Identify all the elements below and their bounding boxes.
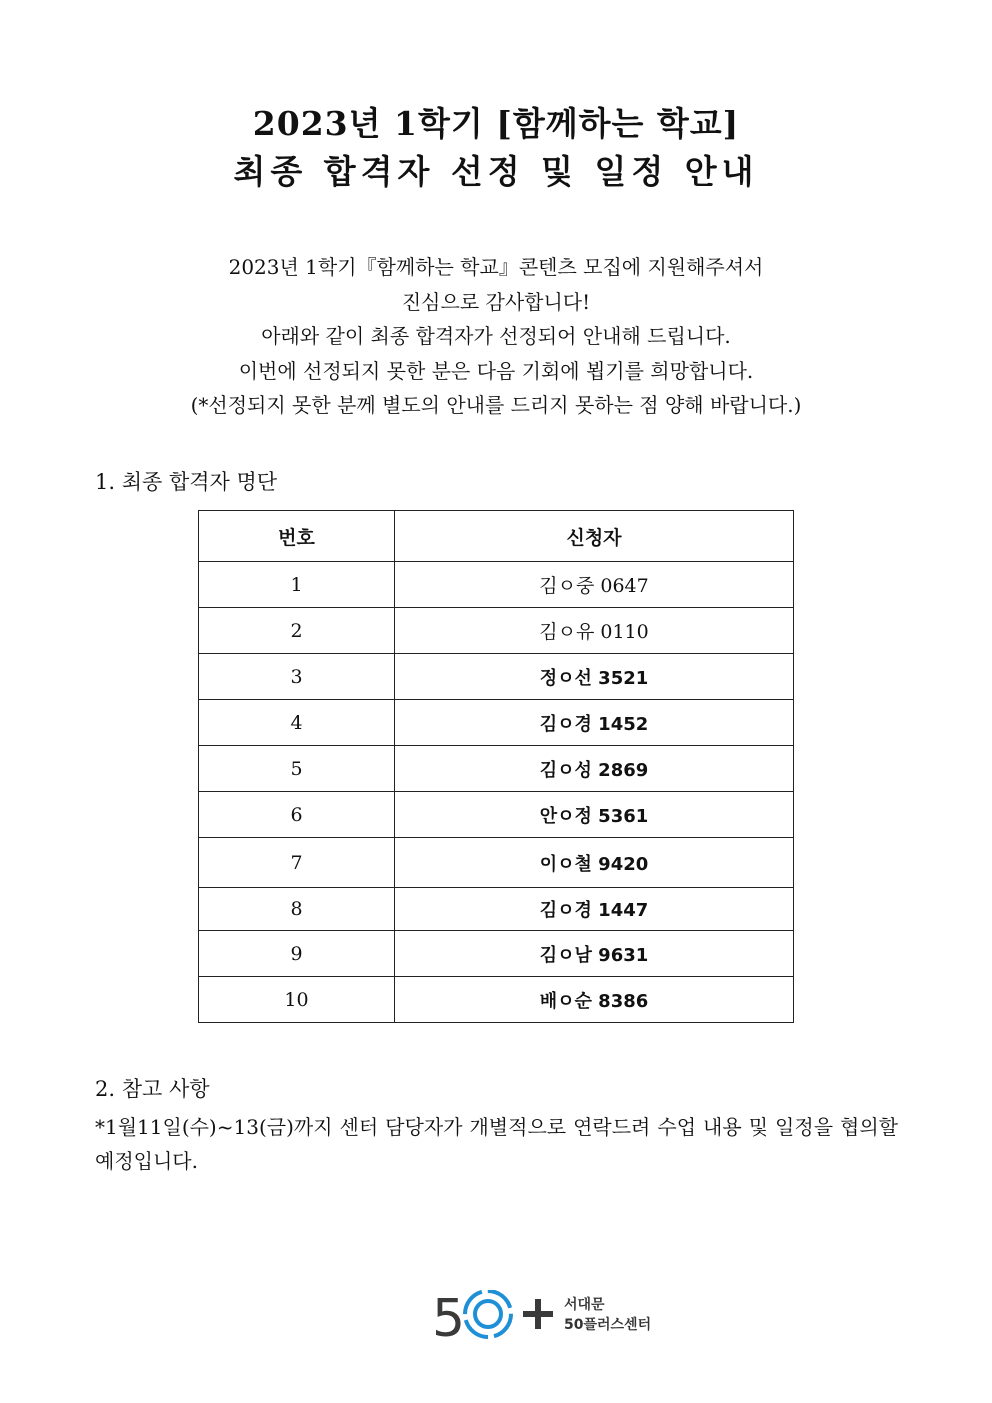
row-number: 6 xyxy=(199,792,395,838)
column-header-applicant: 신청자 xyxy=(395,511,794,562)
document-title-line2: 최종 합격자 선정 및 일정 안내 xyxy=(233,152,759,191)
outer-ring-shape xyxy=(465,1291,511,1337)
logo-text-line2: 50플러스센터 xyxy=(564,1317,652,1333)
section1-heading: 1. 최종 합격자 명단 xyxy=(95,470,278,494)
row-number: 3 xyxy=(199,654,395,700)
row-number: 1 xyxy=(199,562,395,608)
applicant-name: 안ㅇ정 5361 xyxy=(395,792,794,838)
table-row xyxy=(199,931,794,977)
plus-vertical-bar xyxy=(535,1299,541,1329)
applicant-name: 김ㅇ남 9631 xyxy=(395,931,794,977)
fifty-plus-logo-mark xyxy=(432,1290,560,1342)
intro-paragraph xyxy=(0,250,992,423)
table-header-row xyxy=(199,511,794,562)
center-logo xyxy=(432,1290,672,1342)
applicant-name: 배ㅇ순 8386 xyxy=(395,977,794,1023)
inner-ring-shape xyxy=(475,1301,501,1327)
applicant-table xyxy=(198,510,794,1023)
row-number: 10 xyxy=(199,977,395,1023)
logo-text-line1: 서대문 xyxy=(564,1297,605,1313)
table-row xyxy=(199,654,794,700)
table-row xyxy=(199,888,794,931)
row-number: 9 xyxy=(199,931,395,977)
table-row xyxy=(199,746,794,792)
applicant-name: 김ㅇ중 0647 xyxy=(395,562,794,608)
intro-line: (*선정되지 못한 분께 별도의 안내를 드리지 못하는 점 양해 바랍니다.) xyxy=(190,393,802,417)
row-number: 7 xyxy=(199,838,395,888)
table-row xyxy=(199,608,794,654)
logo-text xyxy=(564,1295,651,1335)
document-title-line1: 2023년 1학기 [함께하는 학교] xyxy=(252,104,740,143)
applicant-name: 김ㅇ경 1447 xyxy=(395,888,794,931)
applicant-name: 김ㅇ경 1452 xyxy=(395,700,794,746)
applicant-name: 김ㅇ성 2869 xyxy=(395,746,794,792)
intro-line: 진심으로 감사합니다! xyxy=(401,289,591,314)
row-number: 8 xyxy=(199,888,395,931)
intro-line: 이번에 선정되지 못한 분은 다음 기회에 뵙기를 희망합니다. xyxy=(238,358,754,383)
row-number: 5 xyxy=(199,746,395,792)
table-row xyxy=(199,562,794,608)
applicant-name: 김ㅇ유 0110 xyxy=(395,608,794,654)
section2-heading: 2. 참고 사항 xyxy=(95,1077,210,1101)
table-row xyxy=(199,838,794,888)
reference-note: *1월11일(수)~13(금)까지 센터 담당자가 개별적으로 연락드려 수업 내용 및 일정을 협의할 예정입니다. xyxy=(95,1115,898,1173)
table-row xyxy=(199,792,794,838)
intro-line: 아래와 같이 최종 합격자가 선정되어 안내해 드립니다. xyxy=(261,324,731,348)
row-number: 4 xyxy=(199,700,395,746)
intro-line: 2023년 1학기『함께하는 학교』콘텐츠 모집에 지원해주셔서 xyxy=(228,255,764,279)
column-header-number: 번호 xyxy=(199,511,395,562)
digit-five-glyph: 5 xyxy=(432,1290,466,1342)
table-row xyxy=(199,977,794,1023)
table-row xyxy=(199,700,794,746)
applicant-name: 정ㅇ선 3521 xyxy=(395,654,794,700)
row-number: 2 xyxy=(199,608,395,654)
applicant-name: 이ㅇ철 9420 xyxy=(395,838,794,888)
